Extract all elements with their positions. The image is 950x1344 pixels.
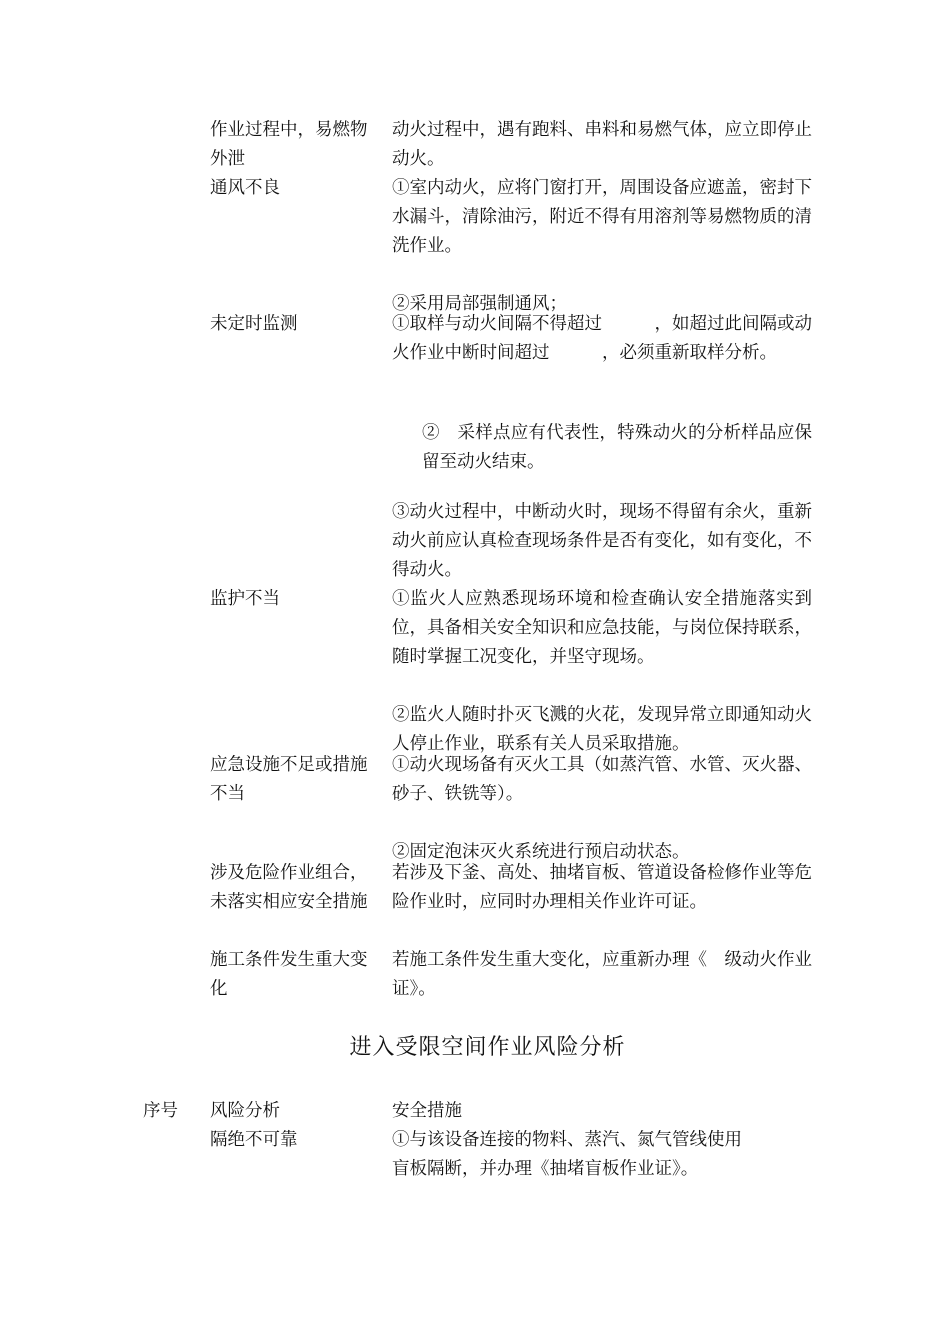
risk-cell: 应急设施不足或措施不当 <box>210 755 368 804</box>
measure-cell <box>392 174 812 319</box>
measures-header: 安全措施 <box>392 1101 462 1121</box>
measure-paragraph: ①监火人应熟悉现场环境和检查确认安全措施落实到位，具备相关安全知识和应急技能，与岗位保持联系，随时掌握工况变化，并坚守现场。 <box>392 589 812 667</box>
measure-cell <box>392 751 812 867</box>
measure-cell <box>392 585 812 759</box>
measure-paragraph: ② 采样点应有代表性，特殊动火的分析样品应保留至动火结束。 <box>422 423 812 472</box>
risk-cell: 监护不当 <box>210 589 280 609</box>
measure-cell <box>392 946 812 1004</box>
measure-paragraph: ①室内动火，应将门窗打开，周围设备应遮盖，密封下水漏斗，清除油污，附近不得有用溶剂等易燃物质的清洗作业。 <box>392 178 812 256</box>
measure-cell <box>392 498 812 585</box>
risk-header: 风险分析 <box>210 1101 280 1121</box>
measure-paragraph: 若施工条件发生重大变化，应重新办理《 级动火作业证》。 <box>392 950 812 999</box>
measure-paragraph: 动火过程中，遇有跑料、串料和易燃气体，应立即停止动火。 <box>392 120 812 169</box>
measure-paragraph: ②采用局部强制通风； <box>392 294 567 314</box>
risk-cell: 作业过程中，易燃物外泄 <box>210 120 368 169</box>
measure-paragraph: ③动火过程中，中断动火时，现场不得留有余火，重新动火前应认真检查现场条件是否有变化，如有变化，不得动火。 <box>392 502 812 580</box>
risk-cell: 未定时监测 <box>210 314 298 334</box>
risk-cell: 通风不良 <box>210 178 280 198</box>
measure-paragraph: ①取样与动火间隔不得超过 ，如超过此间隔或动火作业中断时间超过 ，必须重新取样分析。 <box>392 314 812 363</box>
risk-cell: 涉及危险作业组合，未落实相应安全措施 <box>210 863 368 912</box>
measure-cell <box>392 310 812 368</box>
risk-cell: 施工条件发生重大变化 <box>210 950 368 999</box>
measure-paragraph: 若涉及下釜、高处、抽堵盲板、管道设备检修作业等危险作业时，应同时办理相关作业许可证。 <box>392 863 812 912</box>
measure-paragraph: ②监火人随时扑灭飞溅的火花，发现异常立即通知动火人停止作业，联系有关人员采取措施。 <box>392 705 812 754</box>
risk-cell: 隔绝不可靠 <box>210 1130 298 1150</box>
seq-header: 序号 <box>143 1101 178 1121</box>
measure-line: 盲板隔断，并办理《抽堵盲板作业证》。 <box>392 1159 699 1179</box>
measure-paragraph: ②固定泡沫灭火系统进行预启动状态。 <box>392 842 690 862</box>
measure-line: ①与该设备连接的物料、蒸汽、氮气管线使用 <box>392 1130 742 1150</box>
measure-cell <box>392 1126 812 1184</box>
section-title: 进入受限空间作业风险分析 <box>349 1035 626 1060</box>
measure-cell <box>392 116 812 174</box>
measure-cell <box>392 859 812 917</box>
measure-cell <box>392 419 812 477</box>
measure-paragraph: ①动火现场备有灭火工具（如蒸汽管、水管、灭火器、砂子、铁铣等）。 <box>392 755 812 804</box>
